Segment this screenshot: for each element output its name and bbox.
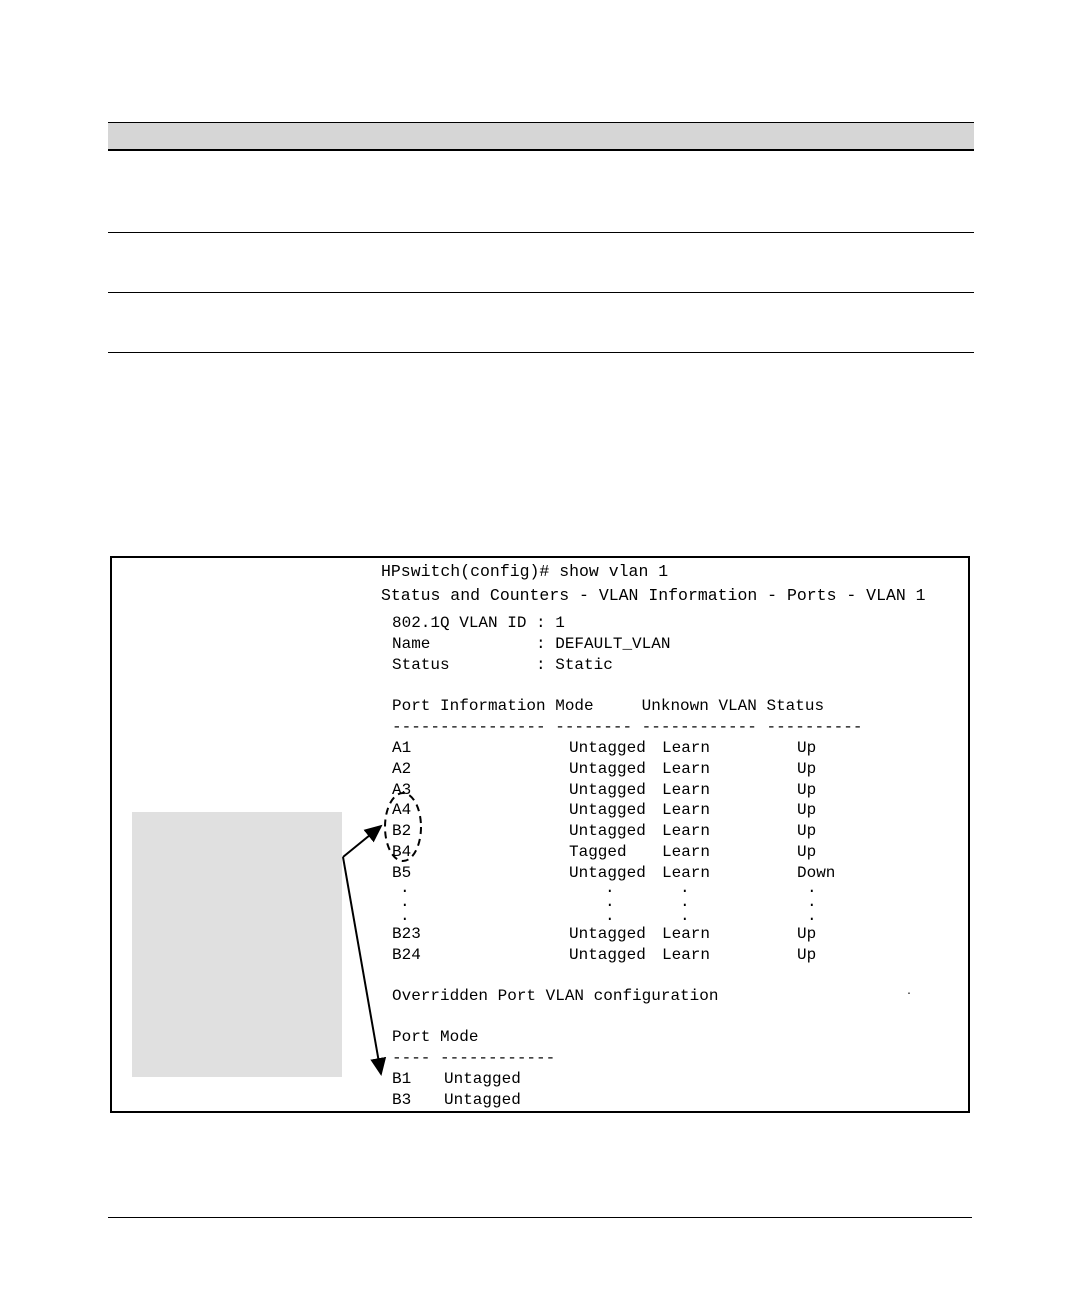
port-cell-port: A2 <box>392 760 412 778</box>
arrow-to-override <box>343 857 381 1074</box>
port-cell-mode: Untagged <box>569 781 646 799</box>
port-cell-port: B4 <box>392 843 412 861</box>
port-cell-status: Up <box>797 925 817 943</box>
port-cell-status: Up <box>797 801 817 819</box>
port-cell-unknown-vlan: . <box>680 893 690 911</box>
port-cell-mode: Untagged <box>569 760 646 778</box>
port-cell-mode: Untagged <box>569 739 646 757</box>
port-cell-status: Up <box>797 781 817 799</box>
port-cell-unknown-vlan: . <box>680 907 690 925</box>
port-cell-unknown-vlan: . <box>680 879 690 897</box>
port-cell-status: Up <box>797 946 817 964</box>
port-cell-mode: Untagged <box>569 801 646 819</box>
vlan-status-line: Status : Static <box>392 656 613 674</box>
port-cell-port: A1 <box>392 739 412 757</box>
port-cell-unknown-vlan: Learn <box>662 925 711 943</box>
port-cell-port: . <box>400 907 410 925</box>
override-cell-mode: Untagged <box>444 1091 521 1109</box>
vlan-name-line: Name : DEFAULT_VLAN <box>392 635 671 653</box>
port-cell-status: . <box>807 879 817 897</box>
port-cell-port: . <box>400 879 410 897</box>
port-cell-unknown-vlan: Learn <box>662 843 711 861</box>
port-cell-status: . <box>807 893 817 911</box>
port-cell-unknown-vlan: Learn <box>662 822 711 840</box>
override-table-header: Port Mode <box>392 1028 479 1046</box>
screen-title: Status and Counters - VLAN Information - Ports - VLAN 1 <box>381 586 926 605</box>
port-cell-status: Up <box>797 843 817 861</box>
port-cell-port: B24 <box>392 946 421 964</box>
override-table-divider: ---- ------------ <box>392 1049 556 1067</box>
command-line: HPswitch(config)# show vlan 1 <box>381 562 669 581</box>
port-cell-port: A4 <box>392 801 412 819</box>
port-cell-status: Up <box>797 760 817 778</box>
override-title: Overridden Port VLAN configuration <box>392 987 719 1005</box>
vlan-id-line: 802.1Q VLAN ID : 1 <box>392 614 565 632</box>
port-cell-mode: Untagged <box>569 946 646 964</box>
port-cell-mode: Untagged <box>569 864 646 882</box>
port-cell-status: . <box>807 907 817 925</box>
stray-mark: . <box>906 987 913 998</box>
port-cell-mode: Tagged <box>569 843 627 861</box>
port-cell-unknown-vlan: Learn <box>662 864 711 882</box>
port-cell-port: B2 <box>392 822 412 840</box>
port-cell-unknown-vlan: Learn <box>662 781 711 799</box>
port-cell-unknown-vlan: Learn <box>662 801 711 819</box>
port-cell-mode: . <box>605 879 615 897</box>
port-table-header: Port Information Mode Unknown VLAN Status <box>392 697 825 715</box>
port-cell-port: B23 <box>392 925 421 943</box>
port-cell-port: . <box>400 893 410 911</box>
port-cell-mode: . <box>605 893 615 911</box>
dashed-highlight <box>385 793 421 861</box>
override-cell-port: B3 <box>392 1091 412 1109</box>
port-cell-mode: Untagged <box>569 925 646 943</box>
port-cell-unknown-vlan: Learn <box>662 739 711 757</box>
footer-rule <box>108 1217 972 1218</box>
port-cell-mode: . <box>605 907 615 925</box>
port-cell-mode: Untagged <box>569 822 646 840</box>
port-cell-port: A3 <box>392 781 412 799</box>
port-cell-port: B5 <box>392 864 412 882</box>
port-cell-status: Up <box>797 739 817 757</box>
port-cell-status: Up <box>797 822 817 840</box>
port-cell-status: Down <box>797 864 836 882</box>
arrow-to-ports <box>343 826 381 857</box>
override-cell-port: B1 <box>392 1070 412 1088</box>
port-cell-unknown-vlan: Learn <box>662 760 711 778</box>
port-table-divider: ---------------- -------- ------------ ---------- <box>392 718 863 736</box>
override-cell-mode: Untagged <box>444 1070 521 1088</box>
port-cell-unknown-vlan: Learn <box>662 946 711 964</box>
